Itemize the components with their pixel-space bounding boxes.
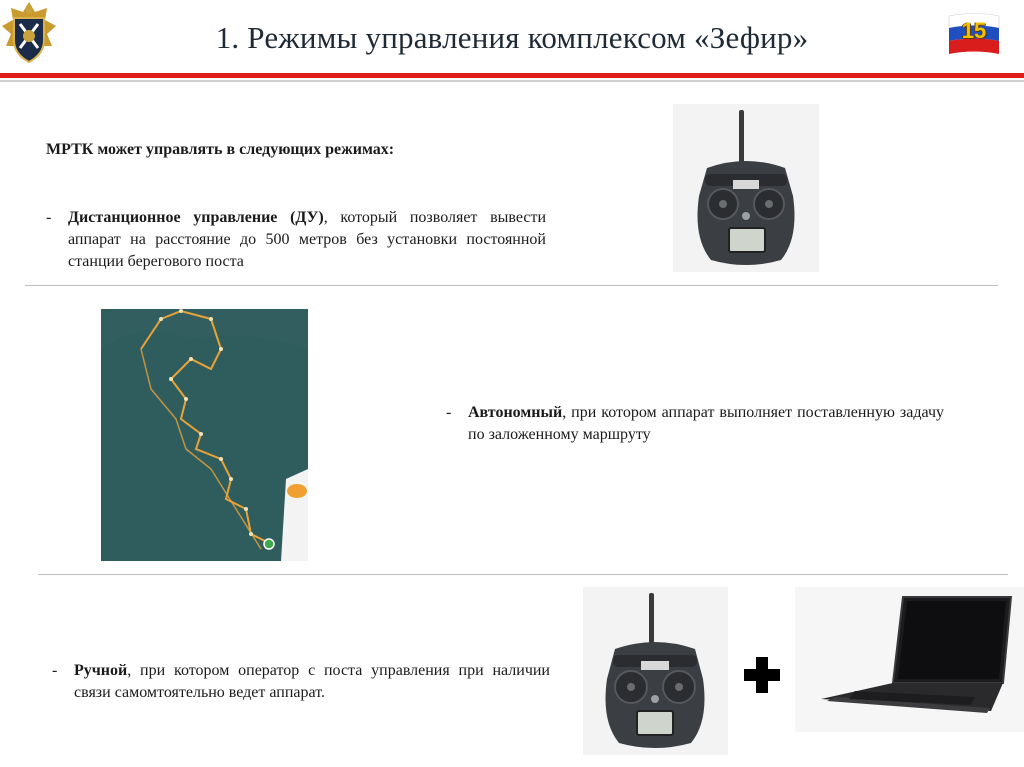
header-rule xyxy=(0,73,1024,78)
section-divider xyxy=(38,574,1008,575)
page-title: 1. Режимы управления комплексом «Зефир» xyxy=(215,20,809,55)
mode-manual xyxy=(52,660,550,704)
satellite-route-map-image xyxy=(101,309,308,561)
list-dash: - xyxy=(46,209,52,226)
list-dash: - xyxy=(52,662,58,679)
plus-icon xyxy=(742,655,782,695)
mode-description: , который позволяет вывести аппарат на расстояние до 500 метров без установки постоянной станции берегового поста xyxy=(68,209,547,270)
header-rule-shadow xyxy=(0,80,1024,82)
mode-term: Ручной xyxy=(74,662,128,679)
mode-description: , при котором оператор с поста управления при наличии связи самомтоятельно ведет аппарат. xyxy=(74,662,550,701)
mode-term: Автономный xyxy=(468,404,563,421)
radio-controller-image xyxy=(583,587,728,755)
intro-text: МРТК может управлять в следующих режимах: xyxy=(46,141,395,158)
laptop-image xyxy=(795,587,1024,732)
mode-term: Дистанционное управление (ДУ) xyxy=(68,209,324,226)
list-dash: - xyxy=(446,404,452,421)
mode-remote-control xyxy=(46,207,546,273)
page-number: 15 xyxy=(961,18,987,43)
mode-autonomous xyxy=(446,402,944,446)
section-divider xyxy=(25,285,998,286)
mode-description: , при котором аппарат выполняет поставленную задачу по заложенному маршруту xyxy=(468,404,944,443)
radio-controller-image xyxy=(673,104,819,272)
